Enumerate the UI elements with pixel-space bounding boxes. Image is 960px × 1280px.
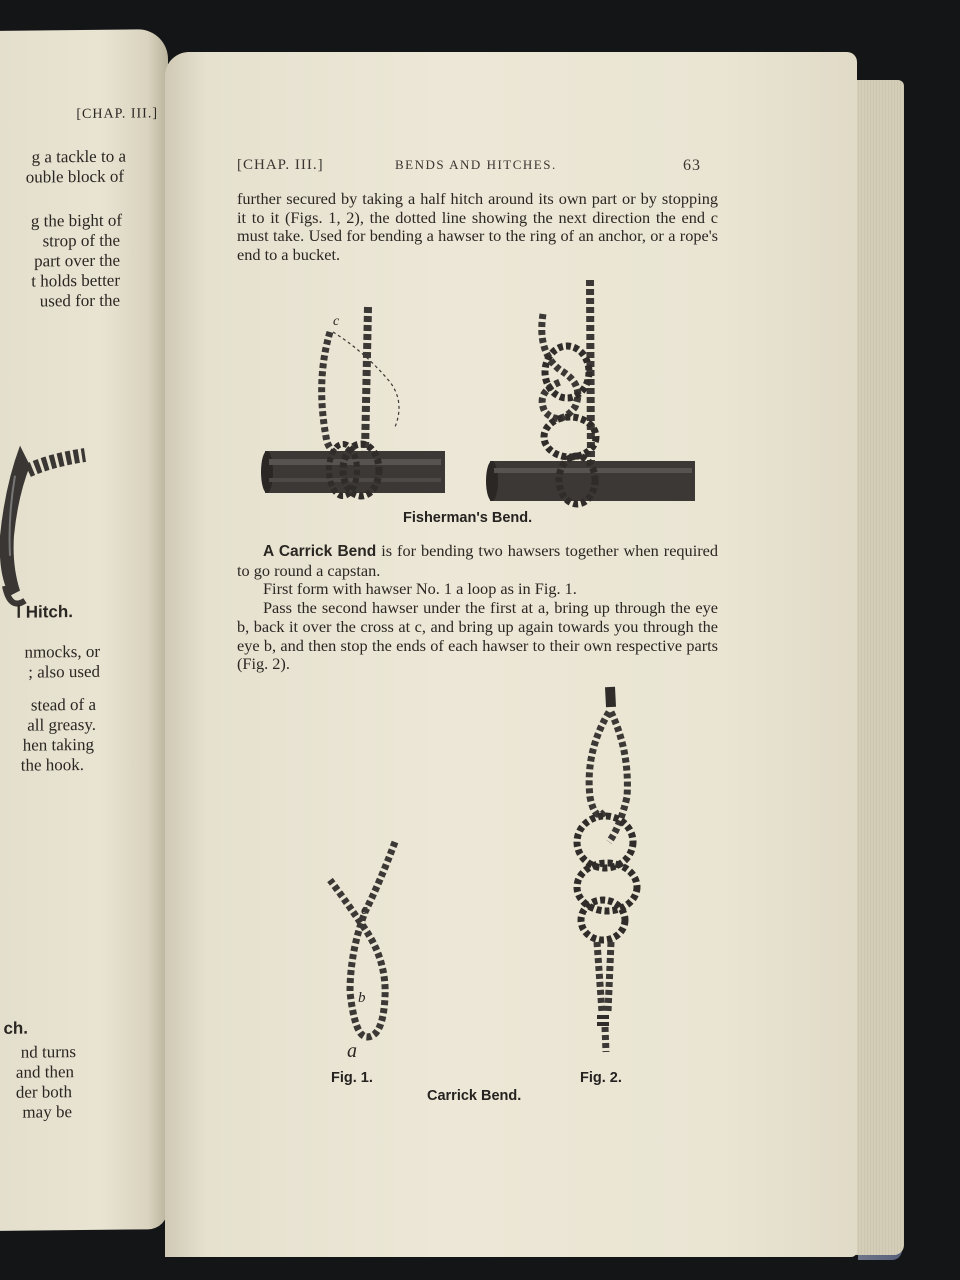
left-caption-ch: ch.: [3, 1018, 28, 1038]
carrick-lead-text: is for bending two hawsers together when required to go round a capstan.: [237, 541, 719, 580]
left-text-line: hen taking: [22, 734, 94, 755]
fig-letter-a: a: [347, 1040, 357, 1062]
carrick-p2: First form with hawser No. 1 a loop as in Fig. 1.: [263, 579, 577, 599]
left-caption-hitch: l Hitch.: [16, 602, 73, 622]
left-text-line: all greasy.: [27, 714, 96, 735]
left-text-line: strop of the: [42, 230, 120, 251]
carrick-lead-bold: A Carrick Bend: [263, 543, 377, 560]
left-text-line: der both: [15, 1082, 72, 1102]
hook-illustration: [0, 425, 110, 626]
left-text-line: stead of a: [30, 694, 96, 715]
left-text-line: ; also used: [28, 661, 100, 682]
carrick-p3: Pass the second hawser under the first at a, bring up through the eye b, back it over the cross at c, and bring up again towards you through the eye b, and then stop the ends of each hawser to their own respective parts (Fig. 2).: [237, 598, 718, 674]
left-text-line: g a tackle to a: [31, 146, 126, 167]
page-number: 63: [683, 157, 701, 174]
left-text-line: g the bight of: [30, 210, 122, 231]
left-text-line: nd turns: [20, 1042, 76, 1062]
running-title: BENDS AND HITCHES.: [395, 157, 557, 172]
caption-fig1: Fig. 1.: [331, 1070, 373, 1086]
left-text-line: the hook.: [20, 755, 84, 775]
fishermans-bend-fig-right: [486, 280, 695, 504]
left-page: [0, 29, 168, 1231]
caption-fishermans-bend: Fisherman's Bend.: [403, 510, 533, 526]
left-text-line: may be: [22, 1102, 72, 1122]
left-text-line: used for the: [39, 290, 120, 311]
paragraph-carrick-bend: [237, 542, 718, 674]
left-text-line: t holds better: [31, 270, 120, 291]
left-text-line: ouble block of: [25, 166, 124, 187]
left-chapter-header: [CHAP. III.]: [76, 106, 158, 123]
paragraph-top: further secured by taking a half hitch around its own part or by stopping it to it (Figs. 1, 2), the dotted line showing the next direction the end c must take. Used for bending a hawser to the ring of an anchor, or a rope's end to a bucket.: [237, 189, 718, 265]
chapter-header: [CHAP. III.]: [237, 157, 324, 173]
caption-fig2: Fig. 2.: [580, 1070, 622, 1086]
fig-letter-c: c: [361, 902, 368, 918]
fishermans-bend-fig-left: [261, 307, 445, 496]
fig-letter-b: b: [358, 990, 366, 1006]
caption-carrick-bend: Carrick Bend.: [427, 1088, 522, 1104]
fig-letter-c-top: c: [333, 314, 340, 329]
left-text-line: part over the: [34, 250, 120, 271]
carrick-fig2: [577, 687, 637, 1052]
left-text-line: nmocks, or: [24, 641, 100, 662]
carrick-fig1: [330, 842, 395, 1037]
left-text-line: and then: [15, 1062, 74, 1082]
right-page: [165, 52, 857, 1257]
